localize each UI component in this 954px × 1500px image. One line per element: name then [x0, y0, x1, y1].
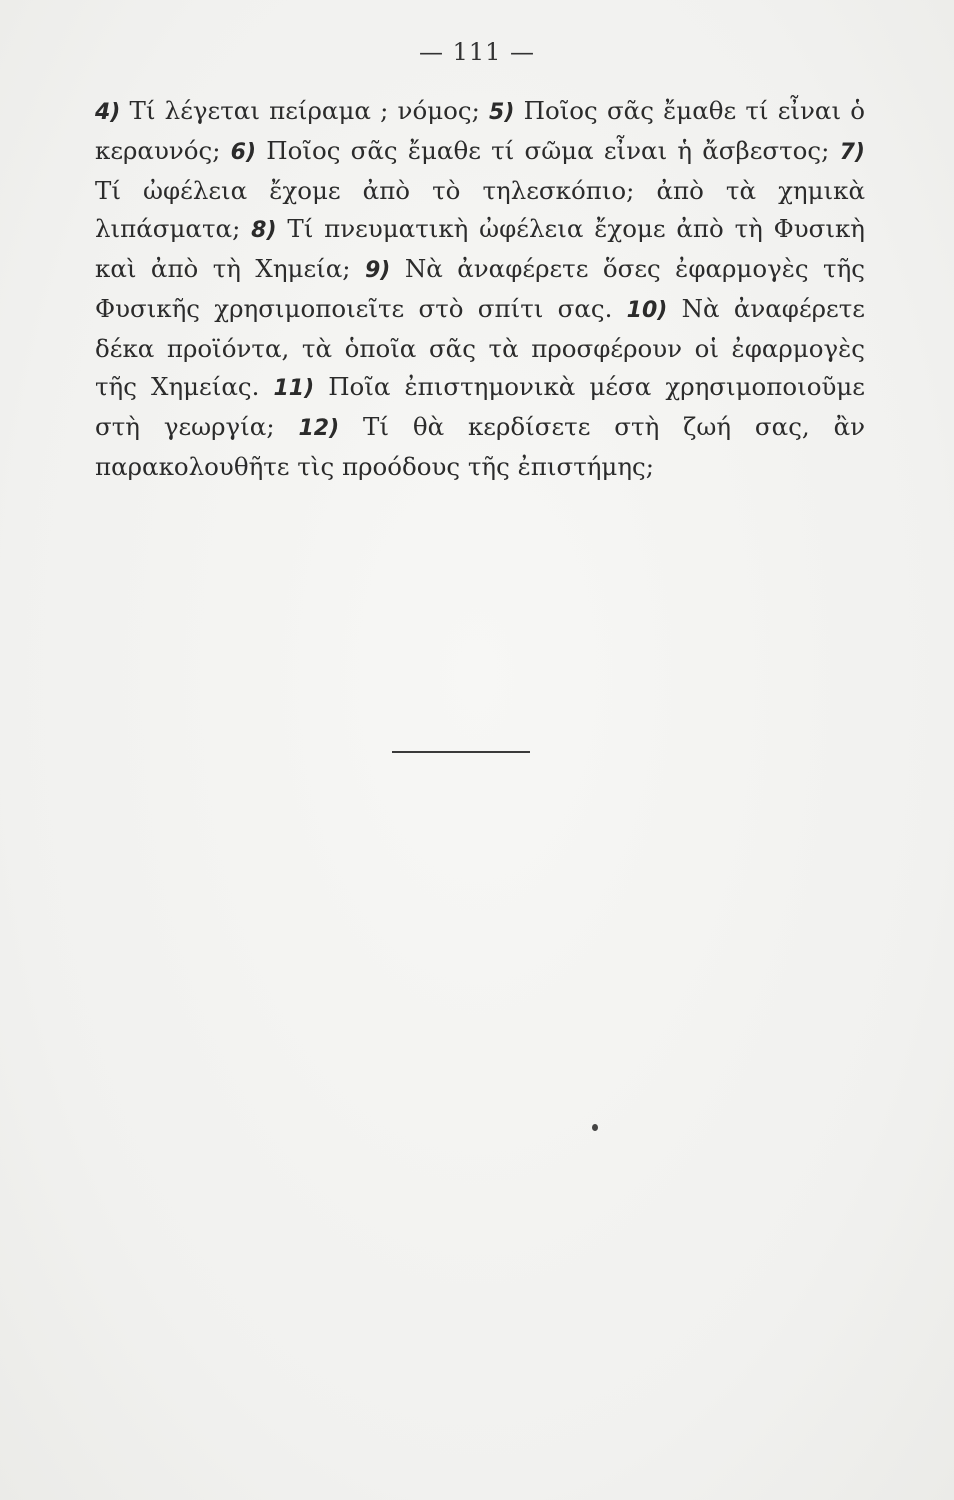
question-number: 11) [273, 376, 315, 401]
question-number: 10) [626, 298, 668, 323]
question-text: Ποῖος σᾶς ἔμαθε τί σῶμα εἶναι ἡ ἄσβεστος; [256, 136, 840, 165]
question-text: Τί θὰ κερδίσετε στὴ ζωή σας, ἂν παρακολουθῆτε τὶς προόδους τῆς ἐπιστήμης; [95, 412, 866, 481]
question-text: Ποῖος σᾶς ἔμαθε τί εἶναι ὁ κεραυνός; [95, 96, 865, 165]
page-number: — 111 — [418, 38, 536, 66]
question-number: 9) [365, 258, 391, 283]
question-text: Τί ὠφέλεια ἔχομε ἀπὸ τὸ τηλεσκόπιο; ἀπὸ τὰ χημικὰ λιπάσματα; [95, 176, 865, 243]
question-number: 5) [489, 100, 515, 125]
question-text: Νὰ ἀναφέρετε ὅσες ἐφαρμογὲς τῆς Φυσικῆς χρησιμοποιεῖτε στὸ σπίτι σας. [95, 254, 866, 323]
question-text: Τί πνευματικὴ ὠφέλεια ἔχομε ἀπὸ τὴ Φυσικὴ καὶ ἀπὸ τὴ Χημεία; [95, 214, 865, 283]
question-number: 4) [95, 100, 121, 125]
question-text: Ποῖα ἐπιστημονικὰ μέσα χρησιμοποιοῦμε στὴ γεωργία; [95, 372, 865, 441]
section-divider [392, 751, 530, 753]
questions-paragraph [95, 92, 865, 486]
question-number: 6) [230, 140, 257, 165]
question-number: 12) [298, 416, 340, 441]
question-text: Τί λέγεται πείραμα ; νόμος; [120, 96, 490, 125]
question-text: Νὰ ἀναφέρετε δέκα προϊόντα, τὰ ὁποῖα σᾶς τὰ προσφέρουν οἱ ἐφαρμογὲς τῆς Χημείας. [95, 294, 866, 401]
ink-speck [592, 1124, 598, 1131]
question-number: 7) [839, 140, 865, 165]
question-number: 8) [251, 218, 277, 243]
